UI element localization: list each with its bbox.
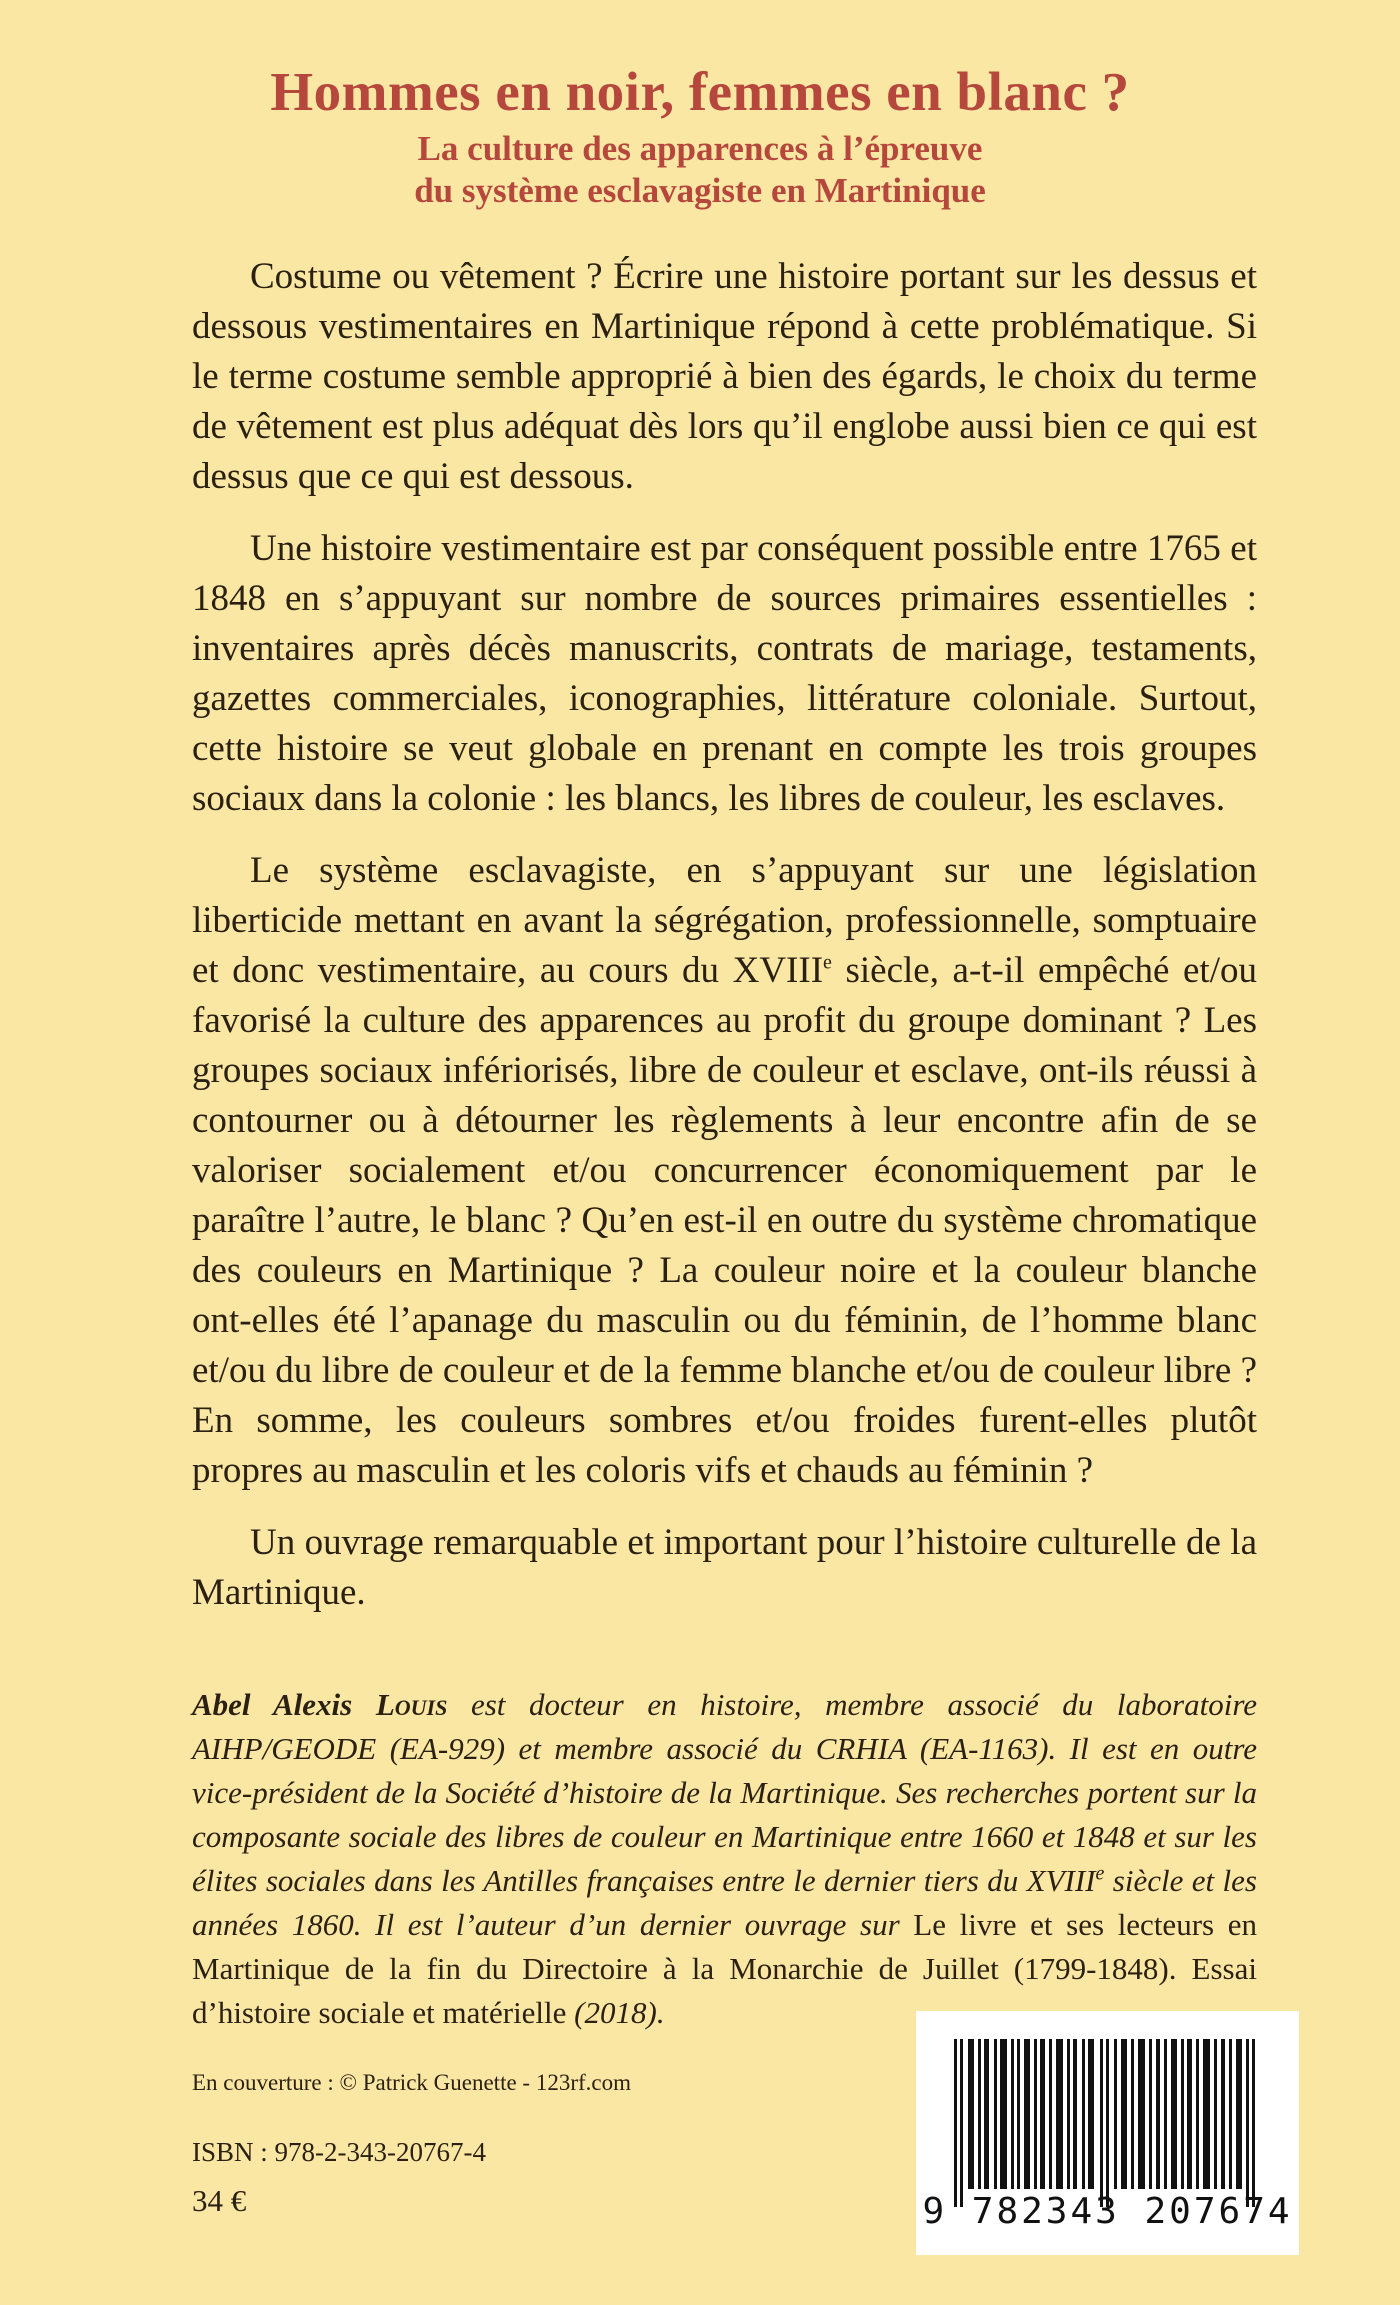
bio-text-a: est docteur en histoire, membre associé du laboratoire AIHP/GEODE (EA-929) et membre associé du CRHIA (EA-1163). Il est en outre vice-président de la Société d’histoire de la Martinique. Ses recherches portent sur la composante sociale des libres de couleur en Martinique entre 1660 et 1848 et sur les élites sociales dans les Antilles françaises entre le dernier tiers du XVIII: [192, 1687, 1257, 1898]
author-bio: [192, 1683, 1257, 2035]
blurb-paragraph-3: [192, 846, 1257, 1496]
author-first-names: Abel Alexis: [192, 1687, 376, 1722]
author-surname: Louis: [375, 1687, 448, 1722]
book-subtitle: [0, 128, 1400, 212]
bio-century-superscript: e: [1095, 1862, 1105, 1885]
century-superscript: e: [823, 951, 832, 974]
blurb-p3-part-2: siècle, a-t-il empêché et/ou favorisé la culture des apparences au profit du groupe dominant ? Les groupes sociaux infériorisés, libre de couleur et esclave, ont-ils réussi à contourner ou à détourner les règlements à leur encontre afin de se valoriser socialement et/ou concurrencer économiquement par le paraître l’autre, le blanc ? Qu’en est-il en outre du système chromatique des couleurs en Martinique ? La couleur noire et la couleur blanche ont-elles été l’apanage du masculin ou du féminin, de l’homme blanc et/ou du libre de couleur et de la femme blanche et/ou de couleur libre ? En somme, les couleurs sombres et/ou froides furent-elles plutôt propres au masculin et les coloris vifs et chauds au féminin ?: [192, 950, 1257, 1491]
blurb-paragraph-1: Costume ou vêtement ? Écrire une histoire portant sur les dessus et dessous vestimentaires en Martinique répond à cette problématique. Si le terme costume semble approprié à bien des égards, le choix du terme de vêtement est plus adéquat dès lors qu’il englobe aussi bien ce qui est dessus que ce qui est dessous.: [192, 256, 1257, 497]
cover-credit: En couverture : © Patrick Guenette - 123rf.com: [192, 2070, 631, 2095]
bio-book-year: (2018).: [566, 1995, 665, 2030]
subtitle-line-2: du système esclavagiste en Martinique: [414, 171, 986, 210]
blurb-paragraph-2: Une histoire vestimentaire est par conséquent possible entre 1765 et 1848 en s’appuyant sur nombre de sources primaires essentielles : inventaires après décès manuscrits, contrats de mariage, testaments, gazettes commerciales, iconographies, littérature coloniale. Surtout, cette histoire se veut globale en prenant en compte les trois groupes sociaux dans la colonie : les blancs, les libres de couleur, les esclaves.: [192, 528, 1257, 819]
bio-book-title: Le livre et ses lecteurs en Martinique de la fin du Directoire à la Monarchie de Juillet (1799-1848). Essai d’histoire sociale et matérielle: [192, 1907, 1257, 2030]
blurb-p3-part-1: Le système esclavagiste, en s’appuyant sur une législation liberticide mettant en avant la ségrégation, professionnelle, somptuaire et donc vestimentaire, au cours du XVIII: [192, 850, 1257, 991]
price: 34 €: [192, 2183, 247, 2218]
isbn: ISBN : 978-2-343-20767-4: [192, 2137, 486, 2167]
subtitle-line-1: La culture des apparences à l’épreuve: [417, 129, 983, 168]
bio-text-b: siècle et les années 1860. Il est l’auteur d’un dernier ouvrage sur: [192, 1863, 1257, 1942]
barcode: [916, 2011, 1299, 2255]
blurb-paragraph-4: Un ouvrage remarquable et important pour l’histoire culturelle de la Martinique.: [192, 1522, 1257, 1613]
barcode-digits: 9 782343 207674: [922, 2191, 1293, 2232]
blurb-text: [192, 252, 1257, 1618]
book-title: Hommes en noir, femmes en blanc ?: [270, 61, 1130, 122]
